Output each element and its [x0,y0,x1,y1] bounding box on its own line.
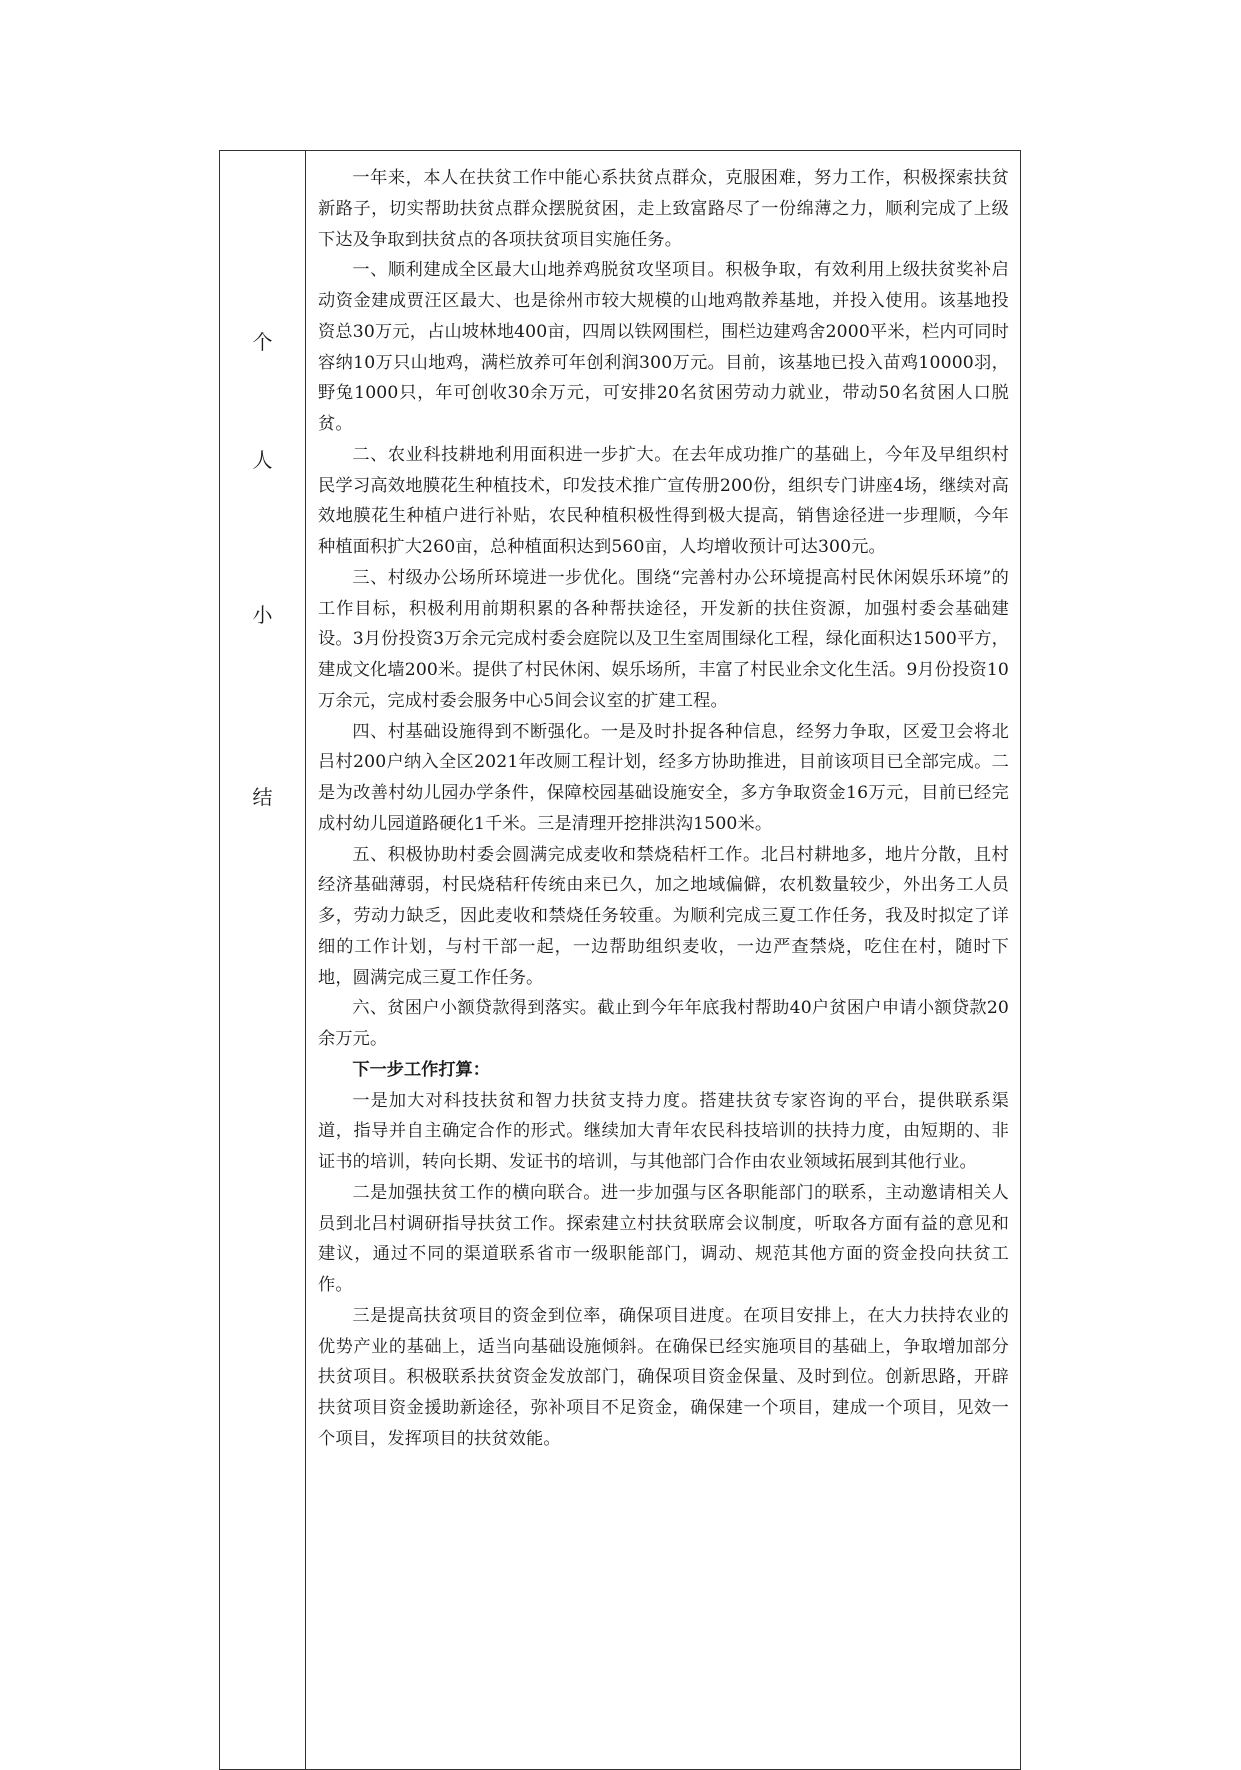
label-char-jie: 结 [252,785,273,809]
achievement-6: 六、贫困户小额贷款得到落实。截止到今年年底我村帮助40户贫困户申请小额贷款20余万元。 [318,998,1009,1049]
plan-3: 三是提高扶贫项目的资金到位率，确保项目进度。在项目安排上，在大力扶持农业的优势产业的基础上，适当向基础设施倾斜。在确保已经实施项目的基础上，争取增加部分扶贫项目。积极联系扶贫资金发放部门，确保项目资金保量、及时到位。创新思路，开辟扶贫项目资金援助新途径，弥补项目不足资金，确保建一个项目，建成一个项目，见效一个项目，发挥项目的扶贫效能。 [318,1305,1009,1449]
achievement-3: 三、村级办公场所环境进一步优化。围绕“完善村办公环境提高村民休闲娱乐环境”的工作目标，积极利用前期积累的各种帮扶途径，开发新的扶住资源，加强村委会基础建设。3月份投资3万余元完成村委会庭院以及卫生室周围绿化工程，绿化面积达1500平方，建成文化墙200米。提供了村民休闲、娱乐场所，丰富了村民业余文化生活。9月份投资10万余元，完成村委会服务中心5间会议室的扩建工程。 [318,567,1009,711]
achievement-1: 一、顺利建成全区最大山地养鸡脱贫攻坚项目。积极争取，有效利用上级扶贫奖补启动资金建成贾汪区最大、也是徐州市较大规模的山地鸡散养基地，并投入使用。该基地投资总30万元，占山坡林地400亩，四周以铁网围栏，围栏边建鸡舍2000平米，栏内可同时容纳10万只山地鸡，满栏放养可年创利润300万元。目前，该基地已投入苗鸡10000羽，野兔1000只，年可创收30余万元，可安排20名贫困劳动力就业，带动50名贫困人口脱贫。 [318,260,1009,434]
summary-table [219,150,1021,1770]
intro-paragraph: 一年来，本人在扶贫工作中能心系扶贫点群众，克服困难，努力工作，积极探索扶贫新路子，切实帮助扶贫点群众摆脱贫困，走上致富路尽了一份绵薄之力，顺利完成了上级下达及争取到扶贫点的各项扶贫项目实施任务。 [318,168,1009,250]
label-char-xiao: 小 [252,603,273,627]
label-char-ge: 个 [252,330,273,354]
achievement-2: 二、农业科技耕地利用面积进一步扩大。在去年成功推广的基础上，今年及早组织村民学习高效地膜花生种植技术，印发技术推广宣传册200份，组织专门讲座4场，继续对高效地膜花生种植户进行补贴，农民种植积极性得到极大提高，销售途径进一步理顺，今年种植面积扩大260亩，总种植面积达到560亩，人均增收预计可达300元。 [318,444,1009,557]
label-char-ren: 人 [252,448,273,472]
next-steps-heading: 下一步工作打算： [352,1059,490,1080]
achievement-4: 四、村基础设施得到不断强化。一是及时扑捉各种信息，经努力争取，区爱卫会将北吕村200户纳入全区2021年改厕工程计划，经多方协助推进，目前该项目已全部完成。二是为改善村幼儿园办学条件，保障校园基础设施安全，多方争取资金16万元，目前已经完成村幼儿园道路硬化1千米。三是清理开挖排洪沟1500米。 [318,721,1009,834]
plan-2: 二是加强扶贫工作的横向联合。进一步加强与区各职能部门的联系，主动邀请相关人员到北吕村调研指导扶贫工作。探索建立村扶贫联席会议制度，听取各方面有益的意见和建议，通过不同的渠道联系省市一级职能部门，调动、规范其他方面的资金投向扶贫工作。 [318,1182,1009,1295]
plan-1: 一是加大对科技扶贫和智力扶贫支持力度。搭建扶贫专家咨询的平台，提供联系渠道，指导并自主确定合作的形式。继续加大青年农民科技培训的扶持力度，由短期的、非证书的培训，转向长期、发证书的培训，与其他部门合作由农业领域拓展到其他行业。 [318,1090,1009,1172]
section-label-cell [220,151,306,1769]
summary-content [306,151,1020,1769]
achievement-5: 五、积极协助村委会圆满完成麦收和禁烧秸杆工作。北吕村耕地多，地片分散，且村经济基础薄弱，村民烧秸秆传统由来已久，加之地域偏僻，农机数量较少，外出务工人员多，劳动力缺乏，因此麦收和禁烧任务较重。为顺利完成三夏工作任务，我及时拟定了详细的工作计划，与村干部一起，一边帮助组织麦收，一边严查禁烧，吃住在村，随时下地，圆满完成三夏工作任务。 [318,844,1009,988]
